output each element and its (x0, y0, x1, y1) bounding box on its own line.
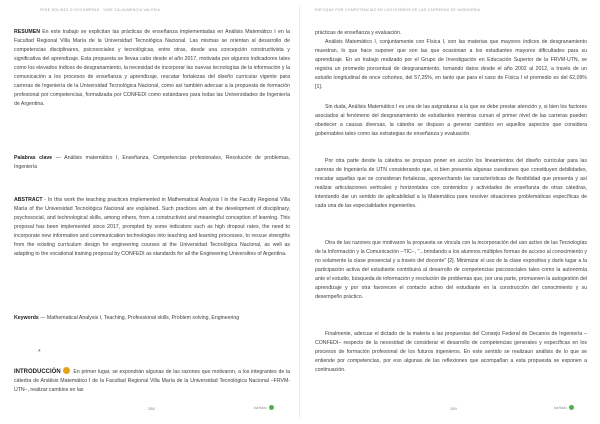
abstract-label: ABSTRACT (14, 197, 43, 203)
right-running-head: ENFOQUE POR COMPETENCIAS EN LOS DISEÑOS DE LAS CARRERAS DE INGENIERÍA (315, 8, 481, 12)
resumen-text: En este trabajo se explicitan las prácticas de enseñanza implementadas en Análisis Matemático I en la Facultad Regional Villa María de la Universidad Tecnológica Nacional. Las mismas se orientan al desarrollo de competencias disciplinares, psicosociales y tecnológicas, entre otras, desde una concepción constructivista y significativa del aprendizaje. Esta propuesta se llevaa cabo desde el año 2017, motivada por algunos indicadores tales como los elevados índices de desgranamiento, la necesidad de incorporar las nuevas tecnologías de la información y la comunicación a los procesos de enseñanza y aprendizaje, rescatar fortalezas del diseño curricular vigente para carreras de Ingeniería de la Universidad Tecnológica Nacional, como así también adecuar a la propuesta de formación profesional por competencias, formalizada por CONFEDI como estándares para todas las Universidades de Ingeniería de Argentina. (14, 29, 291, 108)
left-brand-footer (254, 405, 274, 410)
introduccion-marker-icon (63, 367, 70, 374)
right-paragraph-1: prácticas de enseñanza y evaluación. (315, 30, 402, 36)
right-paragraph-4: Por otra parte desde la cátedra se propuso poner en acción los lineamientos del diseño curricular para las carreras de Ingeniería de UTN considerando que, si bien presenta algunas cuestiones que constituyen debilidades, rescatar aquellas que se consideran fortalezas, aprovechando las características de flexibilidad que presenta y así realizar articulaciones verticales y horizontales con contenidos y actividades de enseñanza de otras cátedras, intentando dar un sentido de aplicabilidad a la Matemática para resolver situaciones problemáticas específicas de cada una de las especialidades ingenieriles. (315, 158, 587, 210)
palabras-clave-label: Palabras clave (14, 155, 53, 161)
right-paragraph-6: Finalmente, adecuar el dictado de la materia a las propuestas del Consejo Federal de Decanos de Ingeniería –CONFEDI– respecto de la necesidad de considerar el desarrollo de competencias generales y específicas en los procesos de formación profesional de los futuros ingenieros. En este sentido se realizaun análisis de lo que se entiende por competencias, por eso algunas de las reflexiones que acompañan a esta propuesta se exponen a continuación. (315, 331, 587, 374)
palabras-clave-paragraph (14, 154, 290, 172)
brand-logo-icon (569, 405, 574, 410)
introduccion-text: En primer lugar, se expondrán algunas de las razones que motivaron, a los integrantes de la cátedra de Análisis Matemático I de la Facultad Regional Villa María de la Universidad Tecnológica Nacional –FRVM-UTN–, realizar cambios en las (14, 369, 290, 394)
brand-logo-icon (269, 405, 274, 410)
left-page-number: 288 (148, 406, 155, 411)
keywords-paragraph (14, 314, 290, 323)
right-page (300, 0, 600, 424)
introduccion-label: INTRODUCCIÓN (14, 369, 61, 375)
right-page-number: 289 (450, 406, 457, 411)
section-separator-star: * (38, 349, 41, 356)
keywords-text: — Mathematical Analysis I, Teaching, Professional skills, Problem solving, Engineering (40, 315, 240, 321)
keywords-label: Keywords (14, 315, 39, 321)
right-brand-text: ka'ñatu (554, 405, 567, 410)
abstract-paragraph (14, 196, 290, 259)
right-paragraph-2: Análisis Matemático I, conjuntamente con Física I, son las materias que mayores índices de desgranamiento muestran, lo que hace suponer que son las que ocasionan a los estudiantes mayores dificultades para su aprendizaje. En un trabajo realizado por el Grupo de Investigación en Educación Superior de la FRVM-UTN, se registra un promedio porcentual de desgranamiento, tomando datos desde el año 2002 al 2012, a través de un estudio longitudinal de once cohortes, del 57,25%, en tanto que para el caso de Física I el promedio es del 62,09% [1]. (315, 39, 587, 91)
resumen-paragraph (14, 28, 290, 109)
introduccion-paragraph (14, 367, 290, 395)
resumen-label: RESUMEN (14, 29, 40, 35)
left-running-head: FEDE SOLIDEZ O DOCOMPRAS · UNIE ZULAUMENCIA VALOSIA (40, 8, 161, 12)
left-brand-text: ka'ñatu (254, 405, 267, 410)
right-paragraph-5: Otra de las razones que motivaron la propuesta se vincula con la incorporación del uso activo de las Tecnologías de la Información y la Comunicación –TIC–, "...brindando a los alumnos múltiples formas de acceso al conocimiento y no solamente la clase presencial y a través del docente" [2]. Minimizar el uso de la clase expositiva y darle lugar a la participación activa del estudiante contribuirá al desarrollo de competencias psicosociales tales como la autonomía ante el estudio, búsqueda de información y resolución de problemas que, por una parte, promueven la autogestión del aprendizaje y por otra favorecen el contacto activo del estudiante en la construcción del conocimiento y su desempeño práctico. (315, 240, 587, 301)
right-paragraph-3: Sin duda, Análisis Matemático I es una de las asignaturas a la que se debe prestar atención y, si bien los factores asociados al fenómeno del desgranamiento de estudiantes mientras cursan el primer nivel de las carreras pueden obedecer a causas diversas, la cátedra se dispuso a generar cambios en aquellos aspectos que considera gobernables tales como las estrategias de enseñanza y evaluación. (315, 104, 587, 138)
palabras-clave-text: — Análisis matemático I, Enseñanza, Competencias profesionales, Resolución de problemas, Ingeniería (14, 155, 290, 171)
abstract-text: - In this work the teaching practices implemented in Mathematical Analysis I in the Faculty Regional Villa María of the Universidad Tecnológica Nacional are explained. Such practices aim at the development of disciplinary, psychosocial, and technological skills, among others, from a constructivist and meaningful conception of learning. This proposal has been implemented since 2017, prompted by some indicators such as high dropout rates, the need to incorporate new information and communication technologies into teaching and learning processes, to rescue strengths from the existing curriculum design for engineering courses at the Universidad Tecnológica Nacional, as well as adapting to the vocational training proposal by CONFEDI as standards for all the Engineering Universities of Argentina. (14, 197, 290, 258)
right-brand-footer (554, 405, 574, 410)
